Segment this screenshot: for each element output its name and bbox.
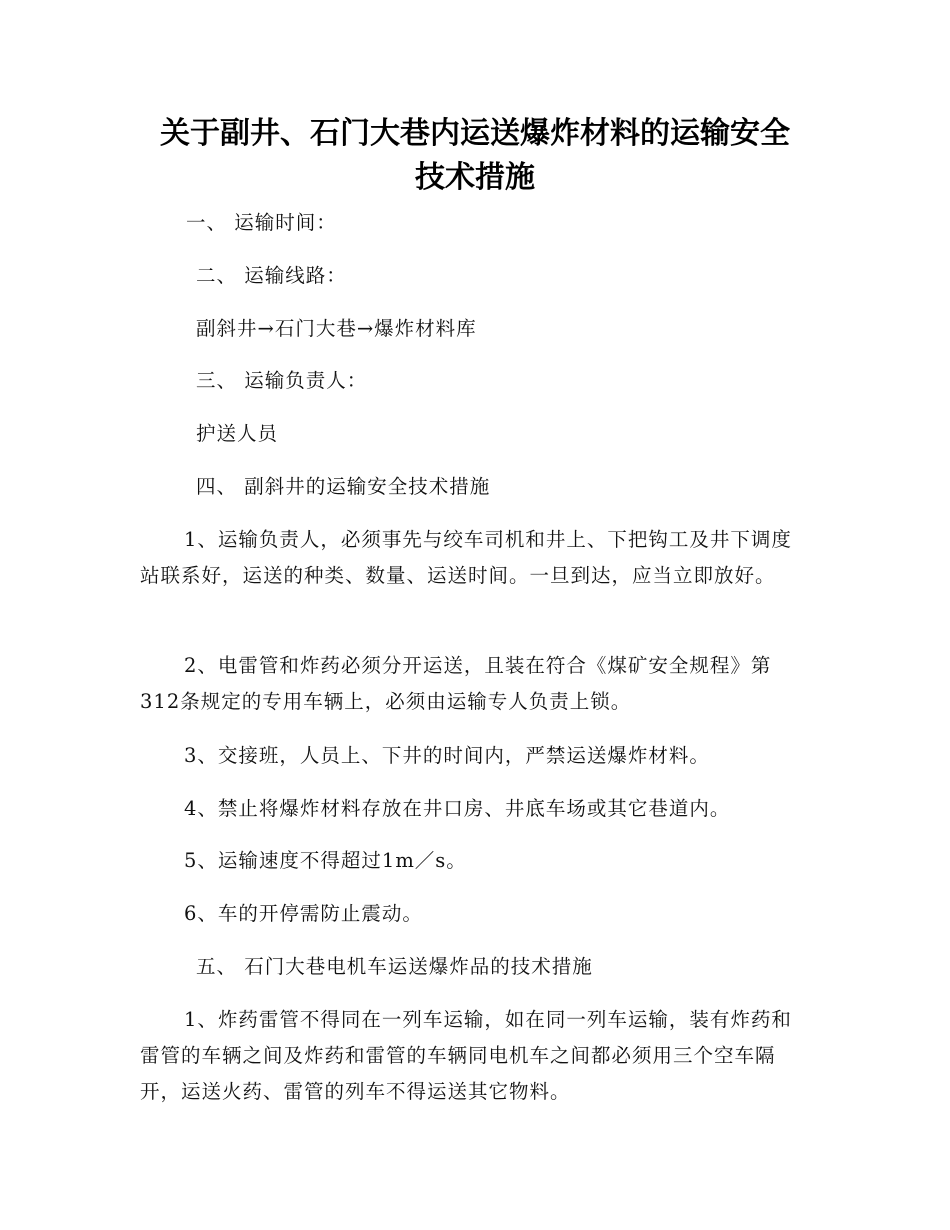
- section-heading-1: 一、 运输时间：: [186, 211, 337, 234]
- section-heading-3: 三、 运输负责人：: [196, 369, 368, 392]
- section5-item-1: 1、炸药雷管不得同在一列车运输，如在同一列车运输，装有炸药和雷管的车辆之间及炸药和雷管的车辆同电机车之间都必须用三个空车隔开，运送火药、雷管的列车不得运送其它物料。: [140, 1008, 792, 1103]
- section4-item-6: 6、车的开停需防止震动。: [184, 902, 423, 925]
- section-heading-4: 四、 副斜井的运输安全技术措施: [196, 475, 491, 498]
- section4-item-5: 5、运输速度不得超过1m／s。: [184, 849, 467, 872]
- section4-item-2: 2、电雷管和炸药必须分开运送，且装在符合《煤矿安全规程》第312条规定的专用车辆上，必须由运输专人负责上锁。: [140, 654, 772, 713]
- escort-text: 护送人员: [196, 422, 279, 445]
- title-line-2: 技术措施: [415, 160, 535, 195]
- section-heading-2: 二、 运输线路：: [196, 264, 347, 287]
- section-heading-5: 五、 石门大巷电机车运送爆炸品的技术措施: [196, 955, 593, 978]
- route-text: 副斜井→石门大巷→爆炸材料库: [196, 317, 477, 340]
- title-line-1: 关于副井、石门大巷内运送爆炸材料的运输安全: [160, 116, 790, 151]
- section4-item-1: 1、运输负责人，必须事先与绞车司机和井上、下把钩工及井下调度站联系好，运送的种类、数量、运送时间。一旦到达，应当立即放好。: [140, 528, 792, 587]
- document-title: [100, 112, 850, 200]
- section4-item-4: 4、禁止将爆炸材料存放在井口房、井底车场或其它巷道内。: [184, 797, 731, 820]
- section4-item-3: 3、交接班，人员上、下井的时间内，严禁运送爆炸材料。: [184, 744, 710, 767]
